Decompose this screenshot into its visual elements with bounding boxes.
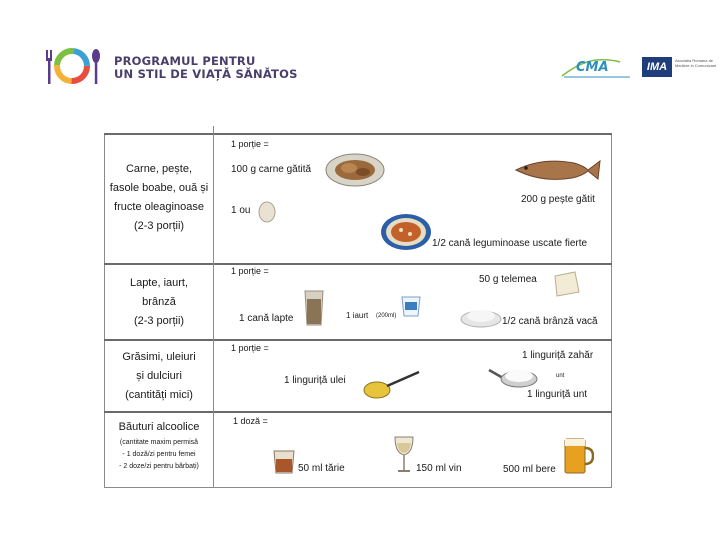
item-label: 200 g pește gătit bbox=[521, 194, 595, 205]
category-line: brânză bbox=[142, 296, 176, 308]
item-label: 1/2 cană leguminoase uscate fierte bbox=[432, 238, 588, 249]
item-label: 1 iaurt bbox=[346, 311, 369, 320]
category-alcohol bbox=[106, 418, 212, 473]
item-label: 50 g telemea bbox=[479, 274, 537, 285]
item-label: 1 linguriță unt bbox=[527, 389, 588, 400]
category-line: (2-3 porții) bbox=[133, 315, 185, 327]
category-line: Grăsimi, uleiuri bbox=[122, 351, 196, 363]
item-label: 1 cană lapte bbox=[239, 313, 294, 324]
portion-label: 1 porție = bbox=[231, 266, 269, 276]
item-label: 100 g carne gătită bbox=[231, 164, 312, 175]
category-line: (2-3 porții) bbox=[133, 220, 185, 232]
yogurt-cup-icon bbox=[400, 294, 422, 318]
oil-spoon-icon bbox=[363, 370, 421, 400]
table-divider bbox=[104, 133, 612, 135]
category-meat-fish bbox=[106, 160, 212, 236]
wine-glass-icon bbox=[393, 435, 415, 475]
beer-mug-icon bbox=[562, 436, 594, 476]
fish-icon bbox=[512, 157, 602, 183]
category-line: Băuturi alcoolice bbox=[118, 421, 200, 433]
cottage-cheese-icon bbox=[460, 306, 502, 328]
program-title bbox=[114, 55, 298, 81]
cheese-icon bbox=[551, 268, 581, 298]
item-label: 1 linguriță ulei bbox=[284, 375, 346, 386]
category-dairy bbox=[106, 274, 212, 331]
category-fats-sweets bbox=[106, 348, 212, 405]
liquor-glass-icon bbox=[272, 449, 296, 475]
item-label: 1 linguriță zahăr bbox=[522, 350, 594, 361]
category-line: și dulciuri bbox=[136, 370, 182, 382]
item-label: 50 ml tărie bbox=[298, 463, 345, 474]
category-line: fasole boabe, ouă și bbox=[109, 182, 209, 194]
item-label: 1/2 cană brânză vacă bbox=[502, 316, 598, 327]
item-label: 500 ml bere bbox=[503, 464, 556, 475]
portion-label: 1 porție = bbox=[231, 343, 269, 353]
program-title-line1: PROGRAMUL PENTRU bbox=[114, 54, 256, 68]
category-line: - 1 doză/zi pentru femei bbox=[122, 451, 196, 458]
table-divider bbox=[104, 339, 612, 341]
plate-logo-icon bbox=[44, 44, 102, 88]
category-line: - 2 doze/zi pentru bărbați) bbox=[119, 463, 199, 470]
category-line: Carne, pește, bbox=[125, 163, 193, 175]
table-divider bbox=[104, 411, 612, 413]
item-label: 1 ou bbox=[231, 205, 251, 216]
egg-icon bbox=[257, 200, 277, 224]
table-divider bbox=[104, 263, 612, 265]
item-label: 150 ml vin bbox=[416, 463, 462, 474]
portion-label: 1 doză = bbox=[233, 416, 268, 426]
cma-logo-text: CMA bbox=[576, 60, 609, 75]
sugar-spoon-icon bbox=[487, 364, 539, 388]
portion-label: 1 porție = bbox=[231, 139, 269, 149]
item-label: (200ml) bbox=[376, 313, 397, 319]
milk-glass-icon bbox=[303, 289, 325, 327]
bean-bowl-icon bbox=[380, 213, 432, 251]
program-title-line2: UN STIL DE VIAȚĂ SĂNĂTOS bbox=[114, 67, 298, 81]
category-line: (cantități mici) bbox=[125, 389, 193, 401]
meat-plate-icon bbox=[325, 152, 385, 188]
category-line: Lapte, iaurt, bbox=[129, 277, 189, 289]
item-label: unt bbox=[556, 373, 565, 379]
table-column-divider bbox=[213, 126, 214, 488]
category-line: (cantitate maxim permisă bbox=[119, 439, 199, 446]
category-line: fructe oleaginoase bbox=[114, 201, 204, 213]
ima-logo-icon: IMA bbox=[642, 57, 672, 77]
ima-logo-text: Asociatia Romana de Mediere in Comunicare bbox=[675, 58, 717, 68]
